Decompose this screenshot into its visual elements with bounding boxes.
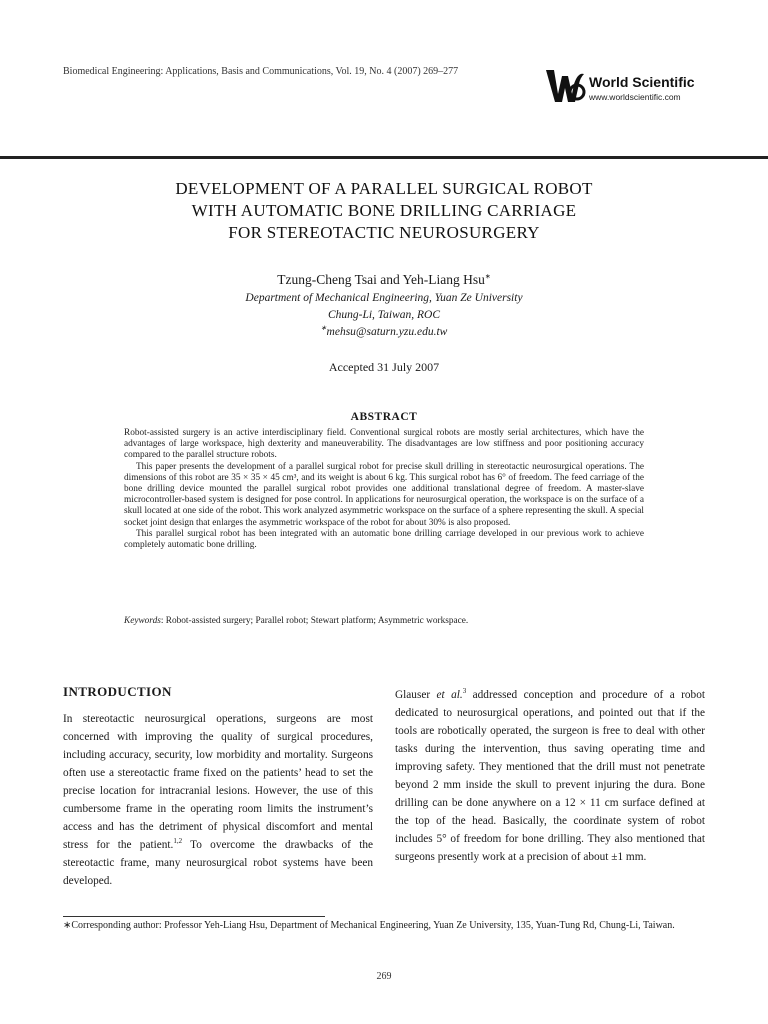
publisher-url[interactable]: www.worldscientific.com [589, 92, 681, 102]
title-line: DEVELOPMENT OF A PARALLEL SURGICAL ROBOT [175, 179, 593, 198]
header-rule [0, 156, 768, 159]
abstract-paragraph: This parallel surgical robot has been integrated with an automatic bone drilling carriage developed in our previous work to achieve completely automatic bone drilling. [124, 528, 644, 551]
title-line: WITH AUTOMATIC BONE DRILLING CARRIAGE [191, 201, 577, 220]
world-scientific-logo-icon [544, 66, 586, 106]
keywords [124, 616, 644, 626]
corresponding-email[interactable] [90, 326, 678, 338]
authors [90, 272, 678, 288]
citation-ref[interactable]: 1,2 [173, 837, 183, 846]
email-address[interactable]: mehsu@saturn.yzu.edu.tw [326, 326, 448, 338]
accepted-date: Accepted 31 July 2007 [328, 360, 440, 374]
affiliation-location: Chung-Li, Taiwan, ROC [327, 309, 441, 321]
keywords-list: : Robot-assisted surgery; Parallel robot; Stewart platform; Asymmetric workspace. [160, 616, 469, 626]
corresponding-author-footnote: ∗Corresponding author: Professor Yeh-Liang Hsu, Department of Mechanical Engineering, Yuan Ze University, 135, Yuan-Tung Rd, Chung-Li, Taiwan. [63, 920, 675, 931]
footnote-rule [63, 916, 325, 917]
intro-paragraph-right: addressed conception and procedure of a robot dedicated to neurosurgical operations, and pointed out that if the tools are robotically operated, the surgeon is free to deal with other tasks during the intervention, thus saving operating time and improving safety. They mentioned that the drill must not penetrate beyond 2 mm inside the skull to prevent injuring the dura. Bone drilling can be done anywhere on a 12 × 11 cm surface defined at the top of the head. Basically, the coordinate system of robot includes 5° of freedom for bone drilling. They also mentioned that surgeons presently work at a precision of about ±1 mm. [395, 689, 705, 863]
journal-citation: Biomedical Engineering: Applications, Basis and Communications, Vol. 19, No. 4 (2007) 269–277 [63, 66, 459, 77]
body-column-left [63, 710, 373, 890]
author-names: Tzung-Cheng Tsai and Yeh-Liang Hsu [277, 272, 485, 287]
title-line: FOR STEREOTACTIC NEUROSURGERY [228, 223, 540, 242]
abstract-paragraph: Robot-assisted surgery is an active interdisciplinary field. Conventional surgical robots are mostly serial architectures, which have the advantages of large workspace, high dexterity and maneuverability. The disadvantages are low stiffness and poor positioning accuracy compared to the parallel structure robots. [124, 428, 644, 461]
abstract-paragraph: This paper presents the development of a parallel surgical robot for precise skull drilling in stereotactic neurosurgical operations. The dimensions of this robot are 35 × 35 × 45 cm³, and its weight is about 6 kg. This surgical robot has 6° of freedom. The feed carriage of the bone drilling device mounted the parallel surgical robot provides one additional translational degree of freedom. A master-slave microcontroller-based system is designed for pose control. In applications for neurosurgical operation, the workspace is on the surface of a skull located at one side of the robot. This work analyzed asymmetric workspace on the surface of a sphere representing the skull. A special socket joint design that enlarges the asymmetric workspace of the robot for about 30% is also proposed. [124, 461, 644, 528]
abstract-heading: ABSTRACT [350, 411, 418, 423]
publisher-logo-block[interactable] [544, 66, 714, 106]
section-heading-introduction: INTRODUCTION [63, 684, 172, 699]
citation-ref[interactable]: 3 [462, 687, 467, 696]
keywords-label: Keywords [124, 616, 161, 626]
abstract-body [124, 428, 644, 551]
cited-etal: et al. [436, 689, 463, 701]
paper-title [90, 178, 678, 244]
affiliation-department: Department of Mechanical Engineering, Yuan Ze University [245, 292, 523, 304]
intro-paragraph-continued: To overcome the drawbacks of the stereotactic frame, many neurosurgical robot systems have been developed. [63, 839, 373, 887]
cited-author: Glauser [395, 689, 437, 701]
email-footnote-mark: ∗ [320, 324, 327, 333]
intro-paragraph: In stereotactic neurosurgical operations, surgeons are most concerned with improving the quality of surgical procedures, including accuracy, security, low morbidity and mortality. Surgeons often use a stereotactic frame fixed on the patients’ head to set the precise location for intracranial lesions. However, the use of this cumbersome frame in the operating room limits the instrument’s access and has the detriment of physical discomfort and mental stress for the patient. [63, 713, 373, 851]
page-number: 269 [376, 971, 392, 982]
body-column-right [395, 686, 705, 866]
publisher-name: World Scientific [589, 74, 695, 90]
author-footnote-mark: ∗ [484, 272, 491, 281]
